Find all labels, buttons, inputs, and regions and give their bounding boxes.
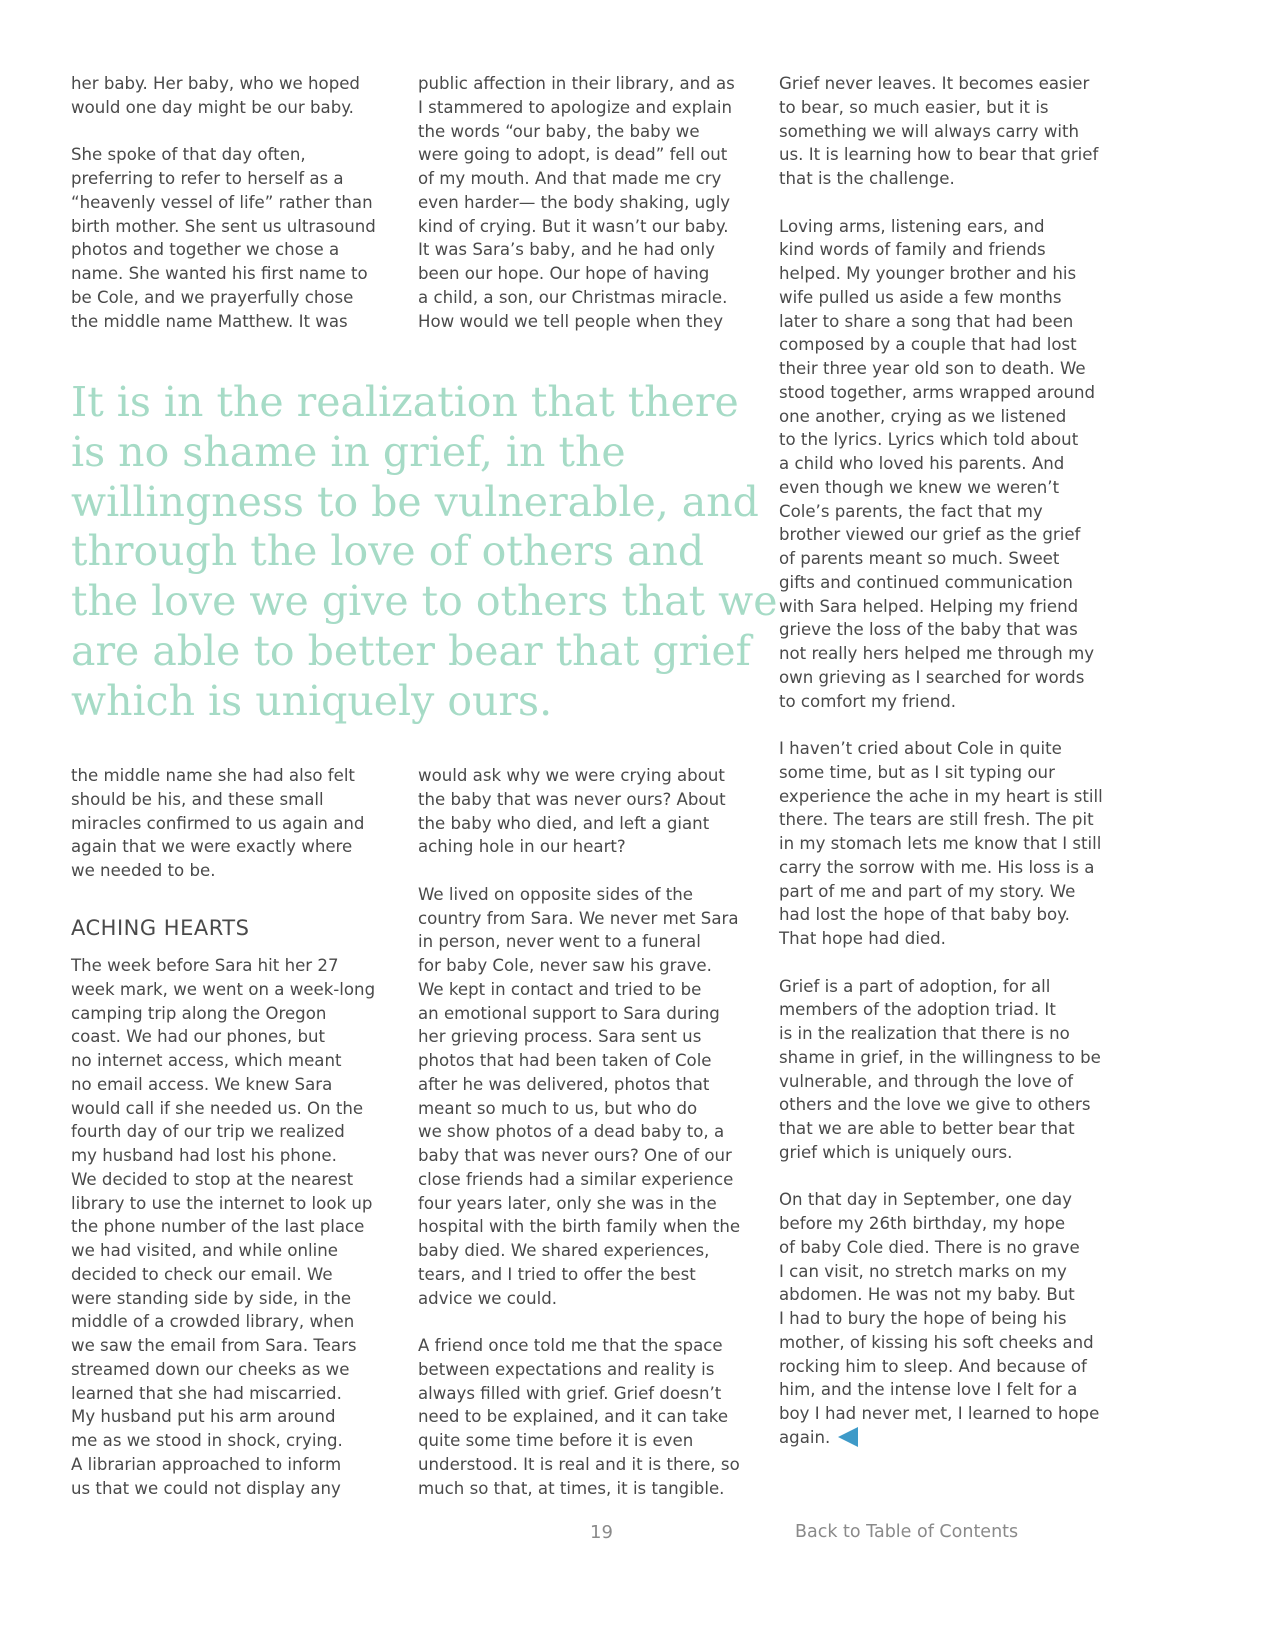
text-line: a child, a son, our Christmas miracle. [418, 287, 728, 307]
text-line: photos and together we chose a [71, 240, 340, 260]
text-line: carry the sorrow with me. His loss is a [779, 857, 1095, 877]
text-line: the words “our baby, the baby we [418, 121, 700, 141]
text-line: much so that, at times, it is tangible. [418, 1478, 725, 1498]
text-line: meant so much to us, but who do [418, 1098, 698, 1118]
text-line: we had visited, and while online [71, 1241, 338, 1260]
text-line: something we will always carry with [779, 121, 1080, 141]
text-line: a child who loved his parents. And [779, 454, 1065, 473]
pull-quote-line: through the love of others and [71, 527, 705, 576]
text-line: kind words of family and friends [779, 240, 1046, 260]
text-line: She spoke of that day often, [71, 145, 306, 165]
text-line: We lived on opposite sides of the [418, 884, 693, 904]
text-line: after he was delivered, photos that [418, 1074, 710, 1094]
paragraph [71, 764, 364, 883]
paragraph [71, 143, 376, 333]
paragraph [71, 954, 375, 1500]
text-line: We decided to stop at the nearest [71, 1169, 354, 1189]
text-line: before my 26th birthday, my hope [779, 1214, 1066, 1233]
text-line: Grief never leaves. It becomes easier [779, 74, 1090, 93]
text-line: we show photos of a dead baby to, a [418, 1122, 725, 1142]
text-line: miracles confirmed to us again and [71, 813, 365, 833]
text-line: We kept in contact and tried to be [418, 979, 702, 999]
text-line: I stammered to apologize and explain [418, 97, 733, 117]
text-line: members of the adoption triad. It [779, 1000, 1056, 1020]
text-line: kind of crying. But it wasn’t our baby. [418, 216, 729, 236]
section-heading: ACHING HEARTS [71, 916, 250, 940]
text-line: others and the love we give to others [779, 1095, 1091, 1115]
text-line: of baby Cole died. There is no grave [779, 1237, 1080, 1257]
text-line: library to use the internet to look up [71, 1193, 373, 1213]
text-line: brother viewed our grief as the grief [779, 525, 1081, 545]
text-line: I had to bury the hope of being his [779, 1309, 1067, 1328]
text-line: mother, of kissing his soft cheeks and [779, 1332, 1094, 1352]
text-line: were standing side by side, in the [71, 1288, 352, 1308]
text-line: even harder— the body shaking, ugly [418, 192, 731, 212]
text-line: been our hope. Our hope of having [418, 264, 710, 283]
text-line: to comfort my friend. [779, 691, 957, 711]
text-line: own grieving as I searched for words [779, 667, 1085, 687]
text-line: we needed to be. [71, 861, 216, 880]
text-line: I can visit, no stretch marks on my [779, 1261, 1067, 1281]
paragraph [779, 975, 1103, 1165]
paragraph [418, 764, 740, 859]
text-line: the baby that was never ours? About [418, 789, 726, 809]
text-line: gifts and continued communication [779, 572, 1073, 592]
text-line: us. It is learning how to bear that grief [779, 145, 1099, 165]
text-line: “heavenly vessel of life” rather than [71, 192, 373, 212]
pull-quote-line: which is uniquely ours. [71, 676, 553, 725]
text-line: baby that was never ours? One of our [418, 1146, 732, 1165]
text-line: I haven’t cried about Cole in quite [779, 739, 1062, 758]
text-line: later to share a song that had been [779, 311, 1074, 331]
pull-quote-line: are able to better bear that grief [71, 626, 751, 675]
text-line: we saw the email from Sara. Tears [71, 1336, 357, 1355]
text-line: Grief is a part of adoption, for all [779, 976, 1051, 996]
text-line: How would we tell people when they [418, 311, 724, 331]
triangle-left-icon [838, 1427, 858, 1447]
text-line: with Sara helped. Helping my friend [779, 596, 1079, 616]
column-2-bottom [418, 764, 740, 1500]
text-line: Cole’s parents, the fact that my [779, 501, 1043, 521]
text-line: On that day in September, one day [779, 1190, 1072, 1210]
text-line: no email access. We knew Sara [71, 1074, 333, 1094]
text-line: part of me and part of my story. We [779, 881, 1076, 901]
text-line: It was Sara’s baby, and he had only [418, 240, 715, 260]
text-line: shame in grief, in the willingness to be [779, 1047, 1101, 1067]
text-line: her grieving process. Sara sent us [418, 1027, 702, 1047]
pull-quote-line: the love we give to others that we [71, 577, 778, 626]
text-line: streamed down our cheeks as we [71, 1359, 350, 1379]
text-line: abdomen. He was not my baby. But [779, 1285, 1075, 1305]
pull-quote-line: willingness to be vulnerable, and [71, 477, 759, 526]
text-line: my husband had lost his phone. [71, 1146, 337, 1165]
text-line: baby died. We shared experiences, [418, 1241, 710, 1260]
text-line: be Cole, and we prayerfully chose [71, 287, 354, 307]
text-line: hospital with the birth family when the [418, 1217, 741, 1237]
text-line: their three year old son to death. We [779, 359, 1086, 378]
text-line: A friend once told me that the space [418, 1336, 723, 1355]
text-line: coast. We had our phones, but [71, 1027, 326, 1047]
text-line: need to be explained, and it can take [418, 1407, 729, 1427]
text-line: even though we knew we weren’t [779, 477, 1060, 497]
text-line: name. She wanted his first name to [71, 264, 368, 283]
text-line: the middle name she had also felt [71, 766, 355, 785]
column-1-section [71, 954, 375, 1500]
text-line: fourth day of our trip we realized [71, 1122, 345, 1142]
text-line: advice we could. [418, 1288, 558, 1308]
text-line: to the lyrics. Lyrics which told about [779, 430, 1079, 450]
text-line: That hope had died. [779, 929, 946, 948]
text-line: grief which is uniquely ours. [779, 1142, 1013, 1162]
text-line: wife pulled us aside a few months [779, 287, 1062, 307]
text-line: an emotional support to Sara during [418, 1003, 720, 1023]
text-line: experience the ache in my heart is still [779, 786, 1103, 806]
text-line: stood together, arms wrapped around [779, 382, 1096, 402]
text-line: tears, and I tried to offer the best [418, 1264, 696, 1284]
text-line: again that we were exactly where [71, 837, 353, 857]
text-line: of my mouth. And that made me cry [418, 169, 722, 188]
text-line: one another, crying as we listened [779, 406, 1067, 426]
text-line: were going to adopt, is dead” fell out [418, 145, 728, 165]
text-line: not really hers helped me through my [779, 644, 1095, 663]
text-line: should be his, and these small [71, 789, 324, 809]
text-line: camping trip along the Oregon [71, 1003, 327, 1023]
text-line: quite some time before it is even [418, 1431, 694, 1450]
text-line: vulnerable, and through the love of [779, 1071, 1074, 1091]
text-line: always filled with grief. Grief doesn’t [418, 1383, 722, 1403]
text-line: the phone number of the last place [71, 1217, 365, 1237]
column-2-top [418, 72, 735, 333]
text-line: would one day might be our baby. [71, 97, 354, 117]
text-line: between expectations and reality is [418, 1359, 715, 1379]
text-line: that we are able to better bear that [779, 1119, 1075, 1138]
text-line: the middle name Matthew. It was [71, 311, 348, 331]
text-line: of parents meant so much. Sweet [779, 549, 1060, 568]
text-line: would ask why we were crying about [418, 766, 725, 785]
text-line: me as we stood in shock, crying. [71, 1431, 343, 1450]
pull-quote [71, 378, 778, 727]
text-line: her baby. Her baby, who we hoped [71, 74, 360, 93]
text-line: grieve the loss of the baby that was [779, 620, 1078, 640]
column-3 [779, 72, 1103, 1450]
text-line: for baby Cole, never saw his grave. [418, 956, 712, 975]
text-line: in person, never went to a funeral [418, 932, 701, 952]
text-line: that is the challenge. [779, 169, 955, 188]
text-line: had lost the hope of that baby boy. [779, 905, 1070, 925]
text-line: rocking him to sleep. And because of [779, 1356, 1087, 1376]
text-line: some time, but as I sit typing our [779, 762, 1055, 782]
text-line: week mark, we went on a week-long [71, 979, 376, 999]
text-line: understood. It is real and it is there, so [418, 1454, 740, 1474]
text-line: the baby who died, and left a giant [418, 813, 710, 833]
paragraph [418, 72, 735, 333]
paragraph [418, 883, 740, 1311]
back-to-toc-link[interactable]: Back to Table of Contents [795, 1522, 1019, 1542]
column-1-bottom [71, 764, 364, 883]
text-line: aching hole in our heart? [418, 837, 626, 857]
text-line: to bear, so much easier, but it is [779, 97, 1049, 117]
text-line: there. The tears are still fresh. The pit [779, 810, 1094, 830]
text-line: close friends had a similar experience [418, 1169, 734, 1189]
pull-quote-line: It is in the realization that there [71, 378, 739, 426]
paragraph [779, 215, 1103, 714]
text-line: is in the realization that there is no [779, 1024, 1070, 1043]
text-line: The week before Sara hit her 27 [71, 956, 339, 975]
text-line: would call if she needed us. On the [71, 1098, 364, 1118]
text-line: him, and the intense love I felt for a [779, 1380, 1078, 1400]
text-line: boy I had never met, I learned to hope [779, 1404, 1100, 1423]
page-number: 19 [590, 1522, 613, 1543]
column-1-top [71, 72, 376, 333]
paragraph [418, 1334, 740, 1500]
paragraph [779, 737, 1103, 951]
text-line: composed by a couple that had lost [779, 335, 1077, 355]
text-line: country from Sara. We never met Sara [418, 908, 739, 928]
text-line: Loving arms, listening ears, and [779, 216, 1045, 236]
text-line: helped. My younger brother and his [779, 264, 1077, 283]
text-line: four years later, only she was in the [418, 1193, 717, 1213]
text-line: birth mother. She sent us ultrasound [71, 216, 376, 236]
text-line: no internet access, which meant [71, 1051, 342, 1070]
paragraph [779, 1188, 1103, 1449]
text-line: public affection in their library, and as [418, 74, 735, 93]
text-line: preferring to refer to herself as a [71, 169, 344, 188]
paragraph [779, 72, 1103, 191]
text-line: decided to check our email. We [71, 1264, 333, 1284]
text-line: in my stomach lets me know that I still [779, 834, 1102, 853]
text-line: us that we could not display any [71, 1478, 341, 1498]
pull-quote-line: is no shame in grief, in the [71, 427, 626, 476]
text-line: photos that had been taken of Cole [418, 1051, 712, 1070]
text-line: A librarian approached to inform [71, 1454, 342, 1474]
text-line: My husband put his arm around [71, 1407, 336, 1427]
text-line: learned that she had miscarried. [71, 1383, 342, 1403]
text-line: middle of a crowded library, when [71, 1312, 355, 1332]
text-line: again. [779, 1426, 1103, 1450]
paragraph [71, 72, 376, 120]
